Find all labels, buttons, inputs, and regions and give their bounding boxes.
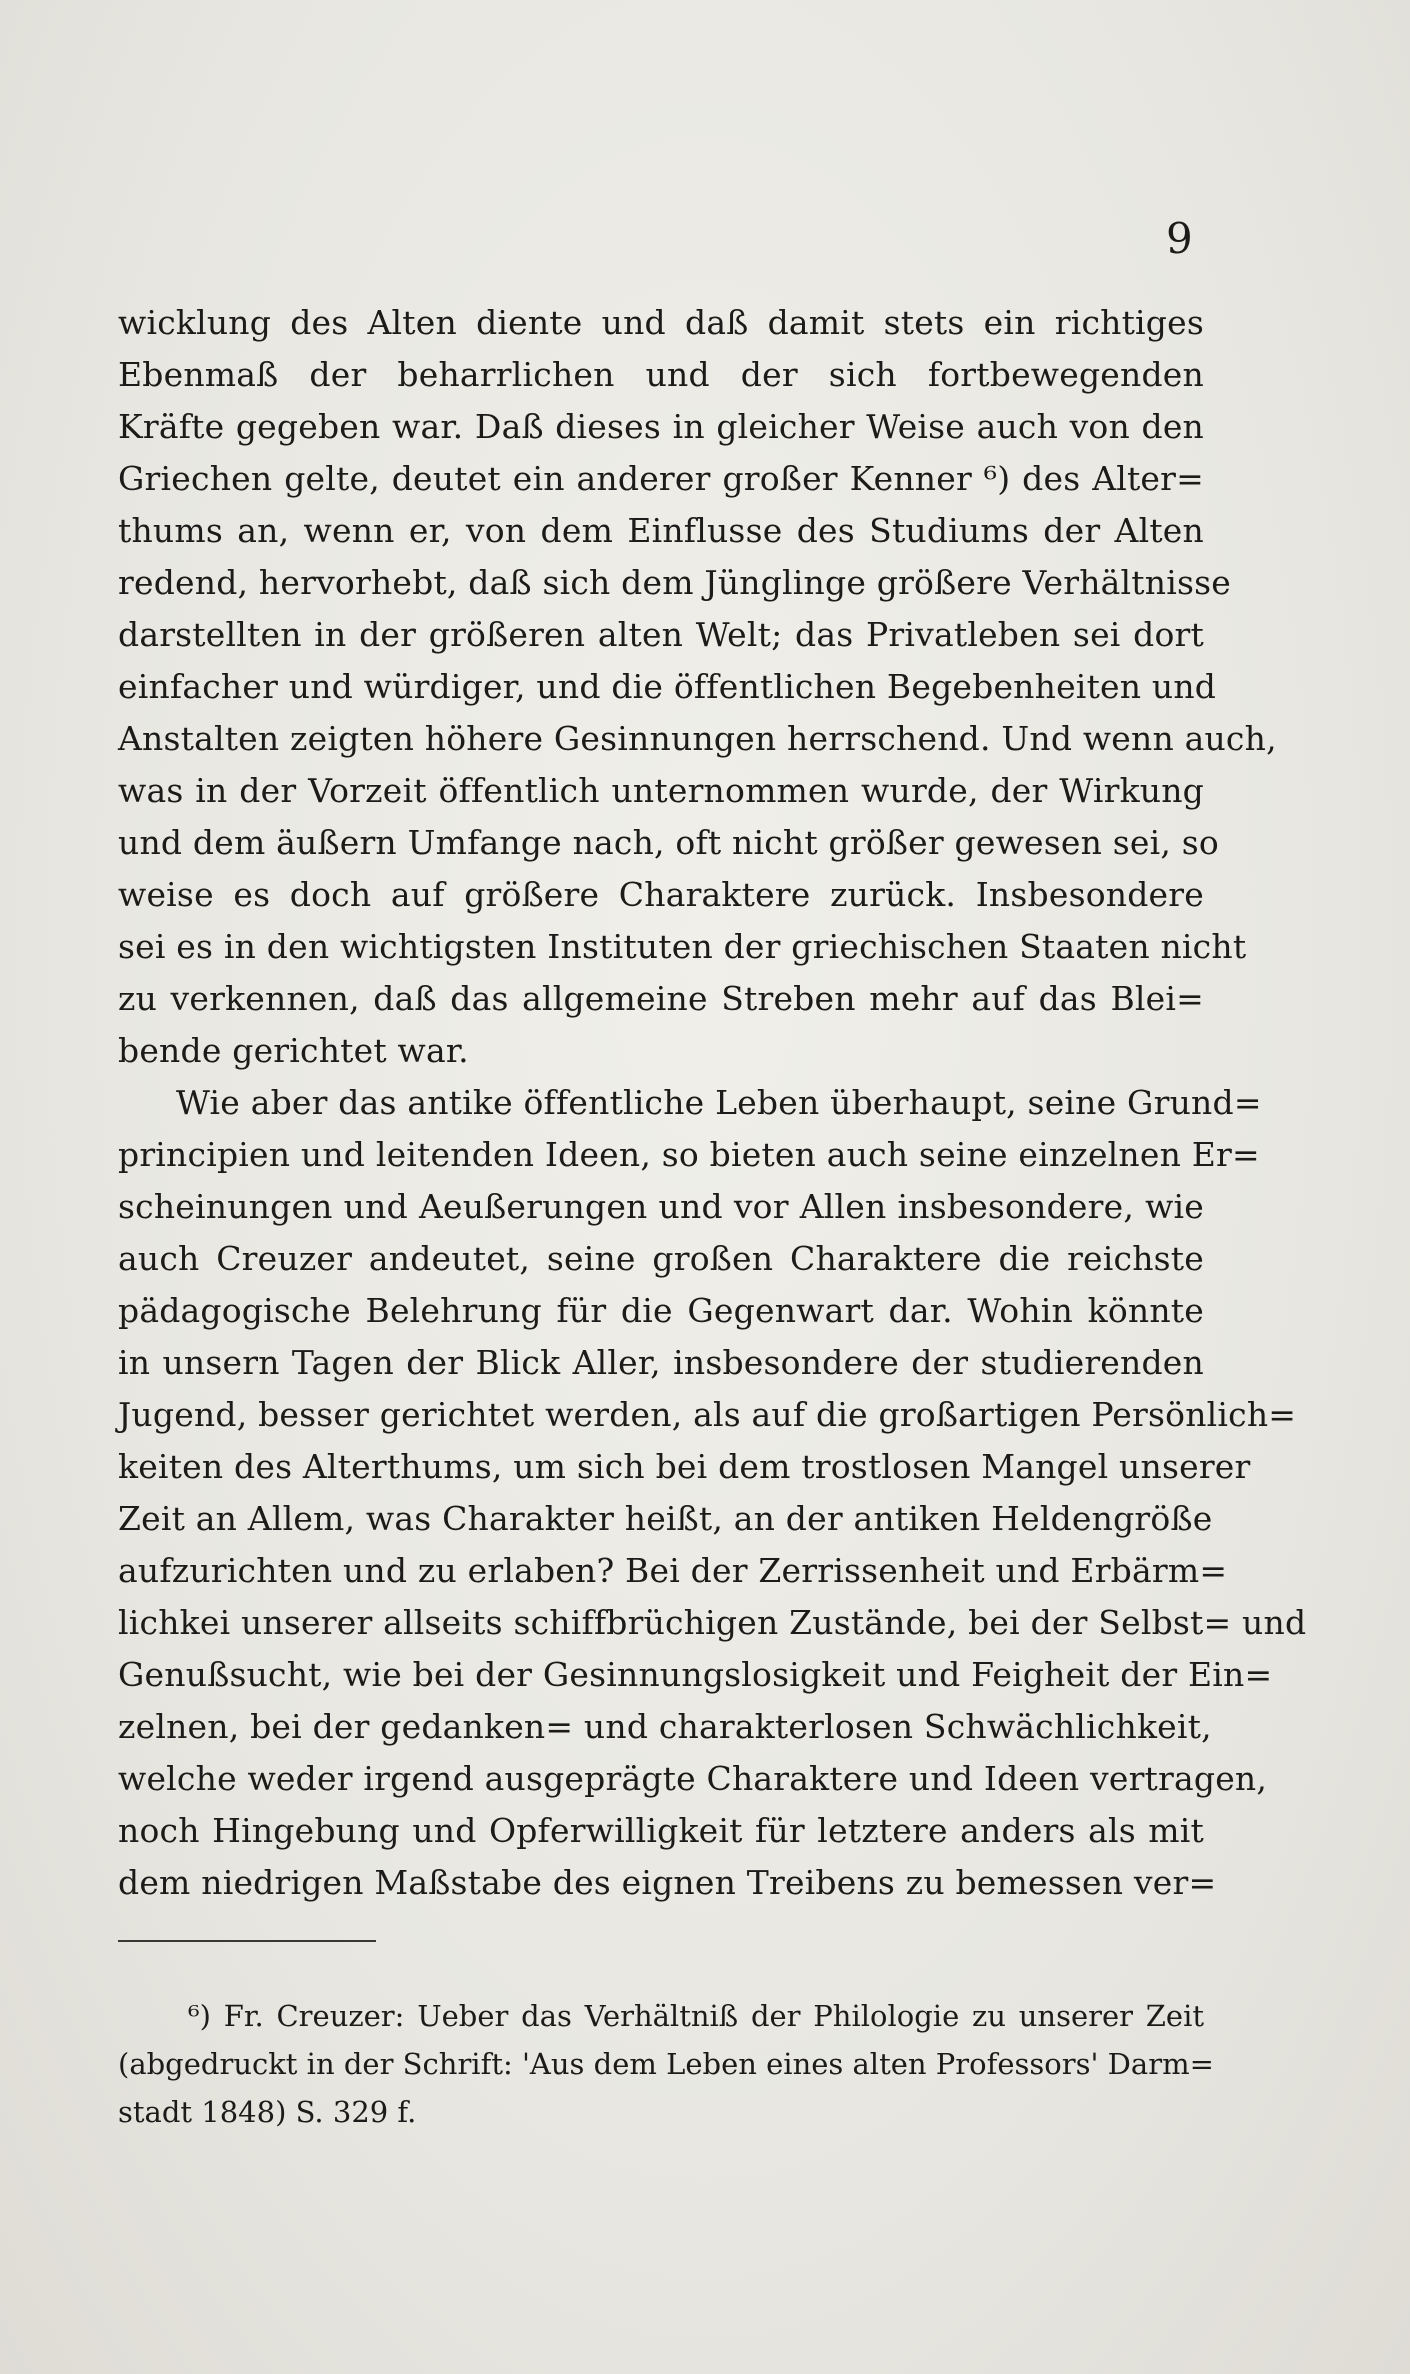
text-line: zelnen, bei der gedanken= und charakterlosen Schwächlichkeit, (118, 1707, 1212, 1746)
text-line: was in der Vorzeit öffentlich unternommen wurde, der Wirkung (118, 771, 1204, 810)
text-line: pädagogische Belehrung für die Gegenwart dar. Wohin könnte (118, 1291, 1204, 1330)
text-line: auch Creuzer andeutet, seine großen Charaktere die reichste (118, 1239, 1204, 1278)
text-line: zu verkennen, daß das allgemeine Streben mehr auf das Blei= (118, 979, 1204, 1018)
text-line: aufzurichten und zu erlaben? Bei der Zerrissenheit und Erbärm= (118, 1551, 1228, 1590)
text-line: Jugend, besser gerichtet werden, als auf die großartigen Persönlich= (118, 1395, 1297, 1434)
footnote-line: ⁶) Fr. Creuzer: Ueber das Verhältniß der Philologie zu unserer Zeit (188, 1999, 1204, 2033)
text-line: principien und leitenden Ideen, so bieten auch seine einzelnen Er= (118, 1135, 1260, 1174)
footnote-divider (118, 1940, 376, 1942)
text-line: welche weder irgend ausgeprägte Charaktere und Ideen vertragen, (118, 1759, 1268, 1798)
text-line: thums an, wenn er, von dem Einflusse des Studiums der Alten (118, 511, 1204, 550)
page-number: 9 (1166, 214, 1193, 263)
text-line: weise es doch auf größere Charaktere zurück. Insbesondere (118, 875, 1204, 914)
text-line: wicklung des Alten diente und daß damit stets ein richtiges (118, 303, 1204, 342)
text-line: lichkei unserer allseits schiffbrüchigen Zustände, bei der Selbst= und (118, 1603, 1307, 1642)
paragraph-start-line: Wie aber das antike öffentliche Leben überhaupt, seine Grund= (176, 1083, 1262, 1122)
footnote-line: stadt 1848) S. 329 f. (118, 2095, 417, 2129)
text-line: sei es in den wichtigsten Instituten der griechischen Staaten nicht (118, 927, 1247, 966)
paragraph-end-line: bende gerichtet war. (118, 1031, 469, 1070)
text-line: Zeit an Allem, was Charakter heißt, an der antiken Heldengröße (118, 1499, 1213, 1538)
text-line: einfacher und würdiger, und die öffentlichen Begebenheiten und (118, 667, 1217, 706)
text-line: scheinungen und Aeußerungen und vor Allen insbesondere, wie (118, 1187, 1204, 1226)
text-line: Kräfte gegeben war. Daß dieses in gleicher Weise auch von den (118, 407, 1204, 446)
main-text (118, 297, 1307, 1909)
text-line: in unsern Tagen der Blick Aller, insbesondere der studierenden (118, 1343, 1204, 1382)
text-line: Griechen gelte, deutet ein anderer großer Kenner ⁶) des Alter= (118, 459, 1204, 498)
text-line: redend, hervorhebt, daß sich dem Jünglinge größere Verhältnisse (118, 563, 1231, 602)
text-line: Ebenmaß der beharrlichen und der sich fortbewegenden (118, 355, 1204, 394)
text-line: noch Hingebung und Opferwilligkeit für letztere anders als mit (118, 1811, 1204, 1850)
text-line: keiten des Alterthums, um sich bei dem trostlosen Mangel unserer (118, 1447, 1251, 1486)
text-line: dem niedrigen Maßstabe des eignen Treibens zu bemessen ver= (118, 1863, 1217, 1902)
footnotes (118, 1992, 1214, 2136)
text-line: darstellten in der größeren alten Welt; das Privatleben sei dort (118, 615, 1204, 654)
text-line: und dem äußern Umfange nach, oft nicht größer gewesen sei, so (118, 823, 1219, 862)
text-line: Anstalten zeigten höhere Gesinnungen herrschend. Und wenn auch, (118, 719, 1277, 758)
footnote-line: (abgedruckt in der Schrift: 'Aus dem Leben eines alten Professors' Darm= (118, 2047, 1214, 2081)
text-line: Genußsucht, wie bei der Gesinnungslosigkeit und Feigheit der Ein= (118, 1655, 1273, 1694)
